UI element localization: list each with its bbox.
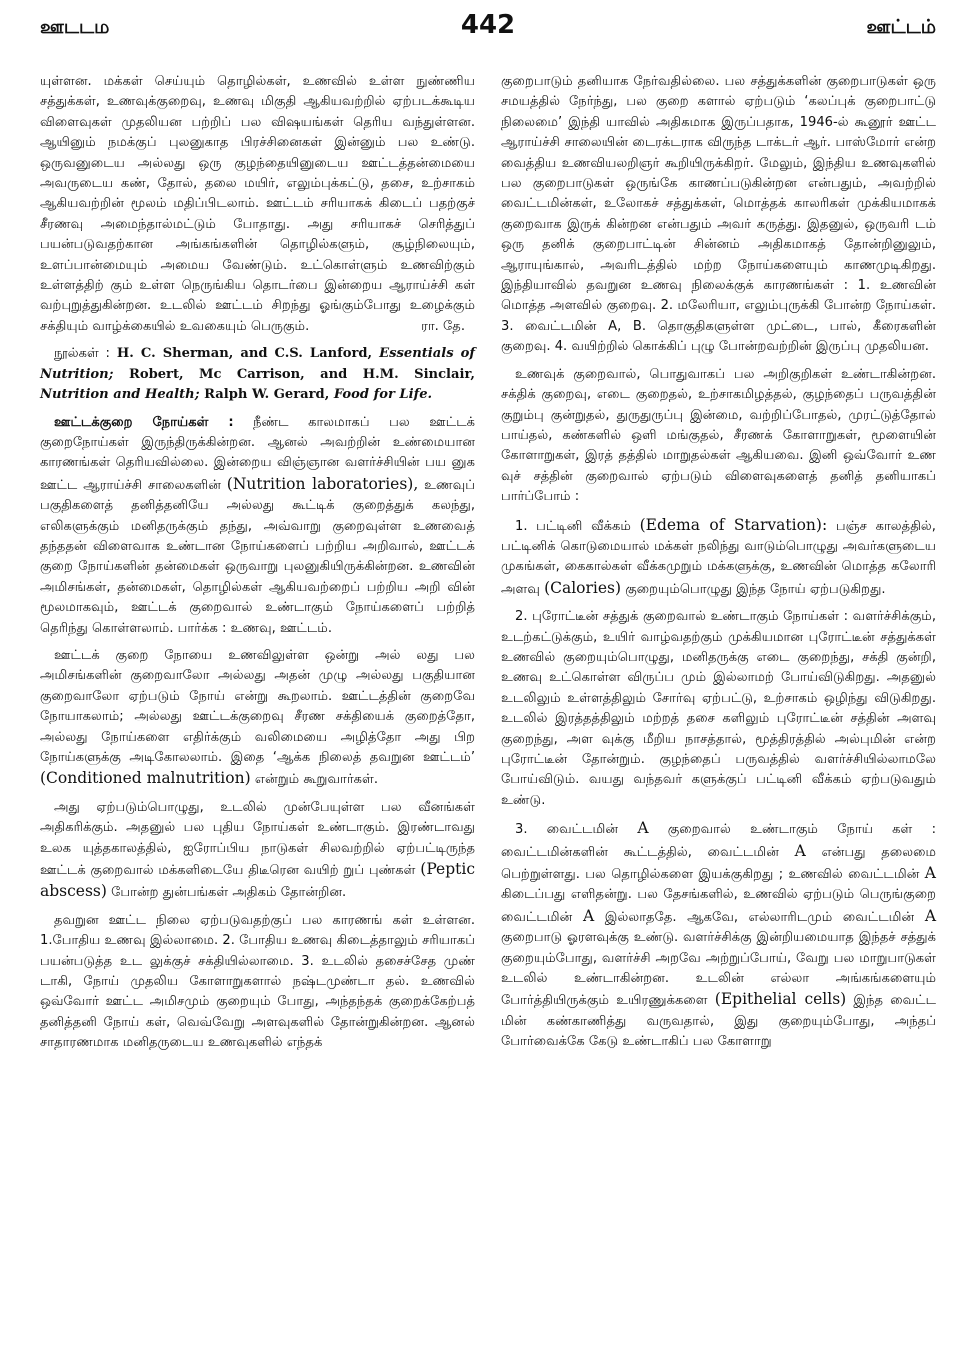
two-column-body: [40, 72, 936, 1061]
paragraph-text: போன்ற துன்பங்கள் அதிகம் தோன்றின.: [111, 885, 347, 901]
paragraph-text: நீண்ட காலமாகப் பல ஊட்டக் குறைநோய்கள் இருந்திருக்கின்றன. ஆனல் அவற்றின் உண்மையான காரணங்கள் தெரியவில்லை. இன்றைய விஞ்ஞான வளர்ச்சியின் பய னுக ஊட்ட ஆராய்ச்சி சாலைகளின்: [40, 414, 475, 493]
paragraph: [40, 798, 475, 904]
english-term: (Conditioned malnutrition): [40, 769, 251, 788]
paragraph-text: குறைபாடு ஓரளவுக்கு உண்டு. வளர்ச்சிக்கு இன்றியமையாத இந்தச் சத்துக் குறையும்போது, வளர்ச்சி அறவே அற்றுப்போய், வேறு பல மாறுபாடுகள் உடலில் உண்டாகின்றன. உடலின் எல்லா அங்கங்களையும் போர்த்தியிருக்கும் உயிரணுக்களை: [501, 930, 936, 1009]
subsection-heading: 3. வைட்டமின்: [515, 822, 619, 838]
vitamin-letter: A: [582, 906, 595, 925]
paragraph-text: உணவுப் பகுதிகளைத் தனித்தனியே அல்லது கூட்டிக் குறைத்துக் கலந்து, எலிகளுக்கும் மனிதருக்கும் தந்து, அவ்வாறு குறைவுள்ள உணவைத் தந்ததன் விளைவாக உண்டான நோய்களைப் பற்றிய அறிவால், ஊட்டக் குறை நோய்களின் தன்மைகள் ஒருவாறு புலனுகியிருக்கின்றன. உணவின் அமிசங்கள், தன்மைகள், தொழில்கள் ஆகியவற்றைப் பற்றிய அறி வின் மூலமாகவும், ஊட்டக் குறைவால் உண்டாகும் நோய்களைப் பற்றித் தெரிந்து கொள்ளலாம். பார்க்க : உணவு, ஊட்டம்.: [40, 477, 475, 636]
vitamin-letter: A: [637, 819, 649, 838]
paragraph-text: தவறுன ஊட்ட நிலை ஏற்படுவதற்குப் பல காரணங் கள் உள்ளன. 1.போதிய உணவு இல்லாமை. 2. போதிய உணவு கிடைத்தாலும் சரியாகப் பயன்படுத்த உட லுக்குச் சக்தியில்லாமை. 3. உடலில் தசைச்சேத முண் டாகி, நோய் முதலிய கோளாறுகளால் நஷ்டமுண்டா தல். உணவில் ஒவ்வோர் ஊட்ட அமிசமும் குறையும் போது, அந்தந்தக் குறைக்கேற்பத் தனித்தனி நோய் கள், வெவ்வேறு அளவுகளில் தோன்றுகின்றன. ஆனல் சாதாரணமாக மனிதருடைய உணவுகளில் எந்தக்: [40, 912, 475, 1051]
reference-title: Food for Life.: [333, 387, 433, 403]
paragraph-text: குறையும்பொழுது இந்த நோய் ஏற்படுகிறது.: [625, 581, 886, 597]
paragraph-text: உணவுக் குறைவால், பொதுவாகப் பல அறிகுறிகள் உண்டாகின்றன. சக்திக் குறைவு, எடை குறைதல், உற்சாகமிழத்தல், குழந்தைப் பருவத்தின் குறும்பு குன்றுதல், துருதுருப்பு இன்மை, வற்றிப்போதல், முரட்டுத்தோல் பாய்தல், கண்களில் ஒளி மங்குதல், சீரணக் கோளாறுகள், மூளையின் கோளாறுகள், இரத் தத்தில் மாறுதல்கள் ஆகியவை. இனி ஒவ்வோர் உண வுச் சத்தின் குறைவால் ஏற்படும் விளைவுகளைத் தனித் தனியாகப் பார்ப்போம் :: [501, 366, 936, 505]
paragraph-text: யுள்ளன. மக்கள் செய்யும் தொழில்கள், உணவில் உள்ள நுண்ணிய சத்துக்கள், உணவுக்குறைவு, உணவு மிகுதி ஆகியவற்றில் ஏற்படக்கூடிய விளைவுகள் முதலியன பற்றிப் பல விஷயங்கள் தெரிய வந்துள்ளன. ஆயினும் நமக்குப் புலனுகாத பிரச்சினைகள் இன்னும் பல உண்டு. ஒருவனுடைய அல்லது ஒரு குழந்தையினுடைய ஊட்டத்தன்மையை அவருடைய கண், தோல், தலை மயிர், எலும்புக்கட்டு, தசை, உற்சாகம் ஆகியவற்றின் மூலம் மதிப்பிடலாம். ஊட்டம் சரியாகக் கிடைப் பதற்குச் சீரணவு அமைந்தால்மட்டும் போதாது. அது சரியாகச் செரித்துப் பயன்படுவதற்கான அங்கங்களின் தொழில்களும், சூழ்நிலையும், உளப்பான்மையும் அமைய வேண்டும். உட்கொள்ளும் உணவிற்கும் உள்ளத்திற் கும் உள்ள நெருங்கிய தொடர்பை இன்றைய ஆராய்ச்சி கள் வற்புறுத்துகின்றன. உடலில் ஊட்டம் சிறந்து ஓங்கும்போது உழைக்கும் சக்தியும் வாழ்க்கையில் உவகையும் பெருகும்.: [40, 74, 475, 334]
reference-text: H. C. Sherman, and C.S. Lanford,: [116, 346, 373, 362]
paragraph: [40, 646, 475, 791]
paragraph-text: பஞ்ச காலத்தில், பட்டினிக் கொடுமையால் மக்கள் நலிந்து வாடும்பொழுது அவர்களுடைய முகங்கள், கைகால்கள் வீக்கமுறும் மக்களுக்கு, உணவின் மொத்த கலோரி அளவு: [501, 518, 936, 597]
paragraph-text: இந்த வைட்ட மின் கண்காணித்து வருவதால், இது குறையும்போது, அந்தப் போர்வைக்கே கேடு உண்டாகிப் பல கோளாறு: [501, 993, 937, 1050]
vitamin-letter: A: [924, 906, 937, 925]
references-label: நூல்கள் :: [54, 346, 110, 362]
paragraph: [40, 911, 475, 1054]
references: [40, 344, 475, 405]
page-number: 442: [460, 10, 516, 40]
english-term: (Nutrition laboratories),: [226, 474, 419, 493]
page-header: [40, 10, 936, 48]
paragraph-text: இல்லாததே. ஆகவே, எல்லாரிடமும் வைட்டமின்: [604, 909, 915, 925]
right-column: [501, 72, 936, 1061]
paragraph: [501, 365, 936, 508]
paragraph: [501, 818, 936, 1052]
running-head-left: ஊடடம: [40, 16, 110, 38]
running-head-right: ஊட்டம்: [866, 16, 936, 38]
reference-text: Robert, Mc Carrison, and H.M. Sinclair,: [128, 366, 475, 382]
reference-title: Nutrition and Health;: [40, 387, 200, 403]
paragraph-text: ஊட்டக் குறை நோயை உணவிலுள்ள ஒன்று அல் லது பல அமிசங்களின் குறைவாலோ அல்லது அதன் முழு அல்லது பகுதியான குறைவாலோ ஏற்படும் நோய் என்று கூறலாம். ஊட்டத்தின் குறைவே நோயாகலாம்; அல்லது ஊட்டக்குறைவு சீரண சக்தியைக் குறைத்தோ, அல்லது நோய்களை எதிர்க்கும் வலிமையை அழித்தோ அது பிற நோய்களுக்கு அடிகோலலாம். இதை ‘ஆக்க நிலைத் தவறுன ஊட்டம்’: [40, 647, 475, 765]
reference-text: Ralph W. Gerard,: [204, 387, 330, 403]
paragraph-text: கிடைப்பது எளிதன்று. பல தேசங்களில், உணவில் ஏற்படும் பெருங்குறை வைட்டமின்: [501, 887, 936, 925]
paragraph-text: அது ஏற்படும்பொழுது, உடலில் முன்பேயுள்ள பல வீனங்கள் அதிகரிக்கும். அதனுல் பல புதிய நோய்கள் உண்டாகும். இரண்டாவது உலக யுத்தகாலத்தில், ஐரோப்பிய நாடுகள் சிலவற்றில் ஏற்பட்டிருந்த ஊட்டக் குறைவால் மக்களிடையே திடீரென வயிற் றுப் புண்கள்: [40, 799, 475, 879]
subsection-heading: 1. பட்டினி வீக்கம்: [515, 518, 631, 534]
paragraph-text: குறைவால் உண்டாகும் நோய் கள் : வைட்டமின்களின் கூட்டத்தில், வைட்டமின்: [501, 822, 936, 860]
vitamin-letter: A: [794, 841, 806, 860]
english-term: (Peptic abscess): [40, 860, 476, 901]
english-term: (Epithelial cells): [714, 990, 847, 1009]
paragraph: [501, 607, 936, 811]
reference-title: Essentials of Nutrition;: [40, 346, 475, 382]
section-heading: ஊட்டக்குறை நோய்கள் :: [54, 414, 234, 430]
paragraph: [501, 72, 936, 358]
paragraph: [501, 515, 936, 601]
vitamin-letter: A: [924, 864, 936, 883]
paragraph: [40, 72, 475, 337]
left-column: [40, 72, 475, 1061]
paragraph-text: குறைபாடும் தனியாக நேர்வதில்லை. பல சத்துக்களின் குறைபாடுகள் ஒரு சமயத்தில் நேர்ந்து, பல குறை களால் ஏற்படும் ‘கலப்புக் குறைபாட்டு நிலைமை’ இந்தி யாவில் அதிகமாக இருப்பதாக, 1946-ல் கூனூர் ஊட்ட ஆராய்ச்சி சாலையின் டைரக்டராக விருந்த டாக்டர் ஆர். பாஸ்மோர் என்ற வைத்திய உணவியலறிஞர் கூறியிருக்கிறர். மேலும், இந்திய உணவுகளில் பல குறைபாடுகள் ஒருங்கே காணப்படுகின்றன என்பதும், அவற்றில் வைட்டமின்கள், உலோகச் சத்துக்கள், மொத்தக் காலரிகள் முக்கியமாகக் குறைவாக இருக் கின்றன என்பதும் அவர் கருத்து. இதனுல், ஒருவரி டம் ஒரு தனிக் குறைபாட்டின் சின்னம் அதிகமாகத் தோன்றினுலும், ஆராயுங்கால், அவரிடத்தில் மற்ற நோய்களையும் காணமுடிகிறது. இந்தியாவில் தவறுன உணவு நிலைக்குக் காரணங்கள் : 1. உணவின் மொத்த அளவில் குறைவு. 2. மலேரியா, எலும்புருக்கி போன்ற நோய்கள். 3. வைட்டமின் A, B. தொகுதிகளுள்ள முட்டை, பால், கீரைகளின் குறைவு. 4. வயிற்றில் கொக்கிப் புழு போன்றவற்றின் இருப்பு முதலியன.: [501, 74, 936, 355]
paragraph: [40, 413, 475, 639]
paragraph-text: என்பது தலைமை பெற்றுள்ளது. பல தொழில்களை இயக்குகிறது ; உணவில் வைட்டமின்: [501, 844, 937, 883]
paragraph-text: 2. புரோட்டீன் சத்துக் குறைவால் உண்டாகும் நோய்கள் : வளர்ச்சிக்கும், உடற்கட்டுக்கும், உயிர் வாழ்வதற்கும் முக்கியமான புரோட்டீன் சத்துக்கள் உணவில் குறையும்பொழுது, மனிதருக்கு எடை குறைந்து, சக்தி குன்றி, உணவு உட்கொள்ள விருப்ப மும் இல்லாமற் போய்விடுகிறது. அதனுல் உடலிலும் உள்ளத்திலும் சோர்வு ஏற்பட்டு, உற்சாகம் ஒழிந்து விடுகிறது. உடலில் இரத்தத்திலும் மற்றத் தசை களிலும் புரோட்டீன் சத்தின் அளவு குறைந்து, அள வுக்கு மீறிய நாசத்தால், மூத்திரத்தில் அல்புமின் என்ற புரோட்டீன் தோன்றும். குழந்தைப் பருவத்தில் வளர்ச்சியில்லாமலே போய்விடும். வயது வந்தவர் களுக்குப் பட்டினி வீக்கம் ஏற்படுவதும் உண்டு.: [501, 609, 936, 808]
english-term: (Calories): [544, 578, 622, 597]
paragraph-text: என்றும் கூறுவார்கள்.: [254, 772, 379, 788]
author-initials: ரா. தே.: [421, 318, 465, 334]
english-term: (Edema of Starvation):: [639, 515, 828, 534]
